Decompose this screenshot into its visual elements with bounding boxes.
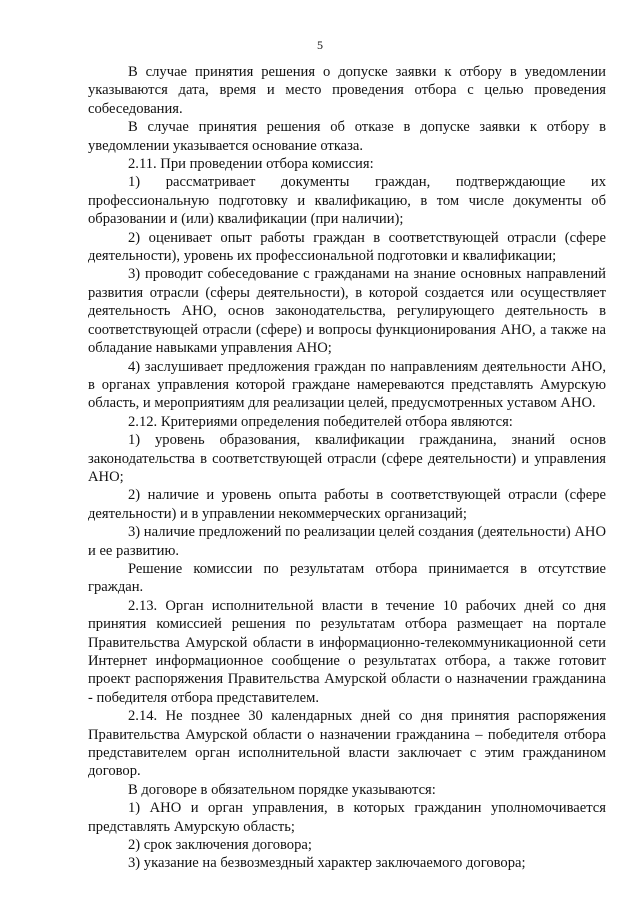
document-body <box>88 63 606 873</box>
paragraph-2-11-item-2: 2) оценивает опыт работы граждан в соответствующей отрасли (сфере деятельности), уровень их профессиональной подготовки и квалификации; <box>88 229 606 265</box>
paragraph-contract-heading: В договоре в обязательном порядке указываются: <box>128 781 436 798</box>
paragraph-2-14: 2.14. Не позднее 30 календарных дней со дня принятия распоряжения Правительства Амурской области о назначении гражданина – победителя отбора представителем орган исполнительной власти заключает с этим гражданином договор. <box>88 708 606 780</box>
paragraph-refusal-notice: В случае принятия решения об отказе в допуске заявки к отбору в уведомлении указывается основание отказа. <box>88 119 606 154</box>
paragraph-2-11-item-3: 3) проводит собеседование с гражданами на знание основных направлений развития отрасли (сферы деятельности), в которой создается или осуществляет деятельность АНО, основ законодательства, регулирующего деятельность в соответствующей отрасли (сфере) и вопросы функционирования АНО, а также на обладание навыками управления АНО; <box>88 266 606 357</box>
page-number: 5 <box>317 38 323 52</box>
paragraph-2-12-heading: 2.12. Критериями определения победителей отбора являются: <box>128 413 513 430</box>
paragraph-contract-item-1: 1) АНО и орган управления, в которых гражданин уполномочивается представлять Амурскую область; <box>88 800 606 835</box>
paragraph-2-11-heading: 2.11. При проведении отбора комиссия: <box>128 156 374 173</box>
paragraph-commission-decision: Решение комиссии по результатам отбора принимается в отсутствие граждан. <box>88 560 606 596</box>
paragraph-contract-item-3: 3) указание на безвозмездный характер заключаемого договора; <box>128 855 526 872</box>
paragraph-2-11-item-1: 1) рассматривает документы граждан, подтверждающие их профессиональную подготовку и квалификацию, в том числе документы об образовании и (или) квалификации (при наличии); <box>88 174 606 228</box>
paragraph-contract-item-2: 2) срок заключения договора; <box>128 837 312 854</box>
paragraph-2-11-item-4: 4) заслушивает предложения граждан по направлениям деятельности АНО, в органах управления которой граждане намереваются представлять Амурскую область, и мероприятиям для реализации целей, предусмотренных уставом АНО. <box>88 358 606 412</box>
paragraph-2-12-item-2: 2) наличие и уровень опыта работы в соответствующей отрасли (сфере деятельности) и в управлении некоммерческих организаций; <box>88 487 606 522</box>
paragraph-admission-notice: В случае принятия решения о допуске заявки к отбору в уведомлении указываются дата, время и место проведения отбора с целью проведения собеседования. <box>88 64 606 117</box>
paragraph-2-12-item-3: 3) наличие предложений по реализации целей создания (деятельности) АНО и ее развитию. <box>88 524 606 559</box>
paragraph-2-13: 2.13. Орган исполнительной власти в течение 10 рабочих дней со дня принятия комиссией решения по результатам отбора размещает на портале Правительства Амурской области в информационно-телекоммуникационной сети Интернет информационное сообщение о результатах отбора, а также готовит проект распоряжения Правительства Амурской области о назначении гражданина - победителя отбора представителем. <box>88 597 606 706</box>
paragraph-2-12-item-1: 1) уровень образования, квалификации гражданина, знаний основ законодательства в соответствующей отрасли (сфере деятельности) и управления АНО; <box>88 432 606 485</box>
